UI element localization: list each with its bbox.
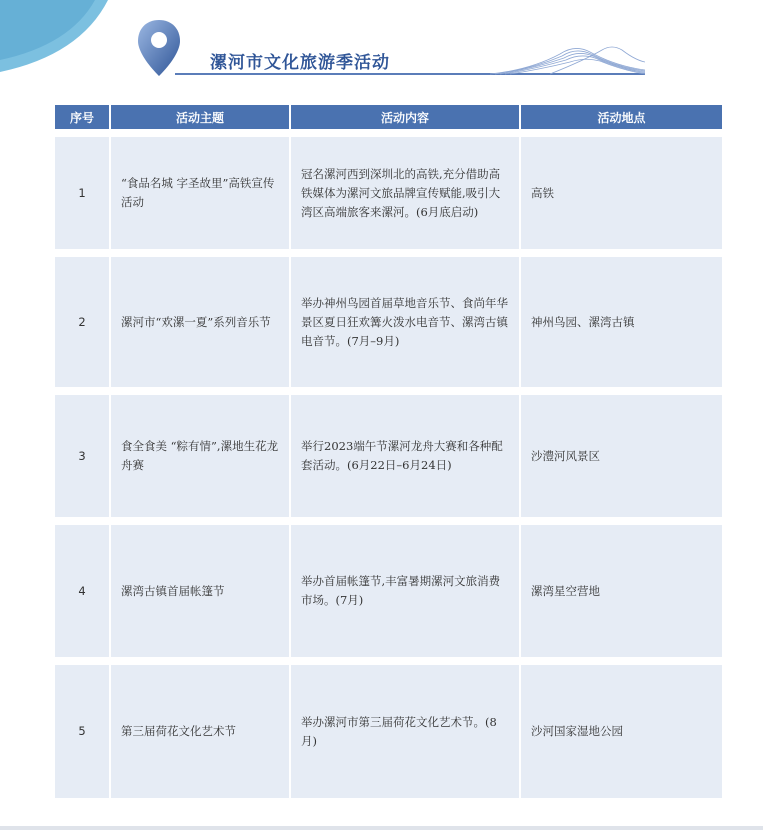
location-pin-icon (135, 18, 183, 78)
activity-table (53, 97, 724, 806)
column-header-content: 活动内容 (291, 105, 519, 129)
mountain-lines-icon (490, 40, 645, 76)
activity-place: 神州鸟园、漯湾古镇 (521, 257, 722, 387)
activity-content: 举行2023端午节漯河龙舟大赛和各种配套活动。(6月22日–6月24日) (291, 395, 519, 517)
row-number: 5 (55, 665, 109, 798)
row-number: 3 (55, 395, 109, 517)
page-header (135, 18, 645, 80)
activity-place: 沙澧河风景区 (521, 395, 722, 517)
table-row (55, 665, 722, 798)
activity-place: 漯湾星空营地 (521, 525, 722, 657)
row-number: 2 (55, 257, 109, 387)
row-number: 4 (55, 525, 109, 657)
column-header-number: 序号 (55, 105, 109, 129)
activity-theme: 食全食美 “粽有情”,漯地生花龙舟赛 (111, 395, 289, 517)
table-row (55, 525, 722, 657)
table-row (55, 257, 722, 387)
table-row (55, 137, 722, 249)
activity-theme: “食品名城 字圣故里”高铁宣传活动 (111, 137, 289, 249)
activity-content: 举办漯河市第三届荷花文化艺术节。(8月) (291, 665, 519, 798)
activity-place: 高铁 (521, 137, 722, 249)
activity-place: 沙河国家湿地公园 (521, 665, 722, 798)
activity-theme: 漯湾古镇首届帐篷节 (111, 525, 289, 657)
column-header-place: 活动地点 (521, 105, 722, 129)
activity-content: 举办首届帐篷节,丰富暑期漯河文旅消费市场。(7月) (291, 525, 519, 657)
row-number: 1 (55, 137, 109, 249)
table-row (55, 395, 722, 517)
activity-theme: 第三届荷花文化艺术节 (111, 665, 289, 798)
corner-decoration (0, 0, 110, 75)
bottom-divider (0, 826, 763, 830)
activity-content: 冠名漯河西到深圳北的高铁,充分借助高铁媒体为漯河文旅品牌宣传赋能,吸引大湾区高端旅客来漯河。(6月底启动) (291, 137, 519, 249)
table-header-row (55, 105, 722, 129)
column-header-theme: 活动主题 (111, 105, 289, 129)
activity-theme: 漯河市“欢漯一夏”系列音乐节 (111, 257, 289, 387)
activity-content: 举办神州鸟园首届草地音乐节、食尚年华景区夏日狂欢篝火泼水电音节、漯湾古镇电音节。(7月–9月) (291, 257, 519, 387)
page-title: 漯河市文化旅游季活动 (210, 53, 390, 73)
